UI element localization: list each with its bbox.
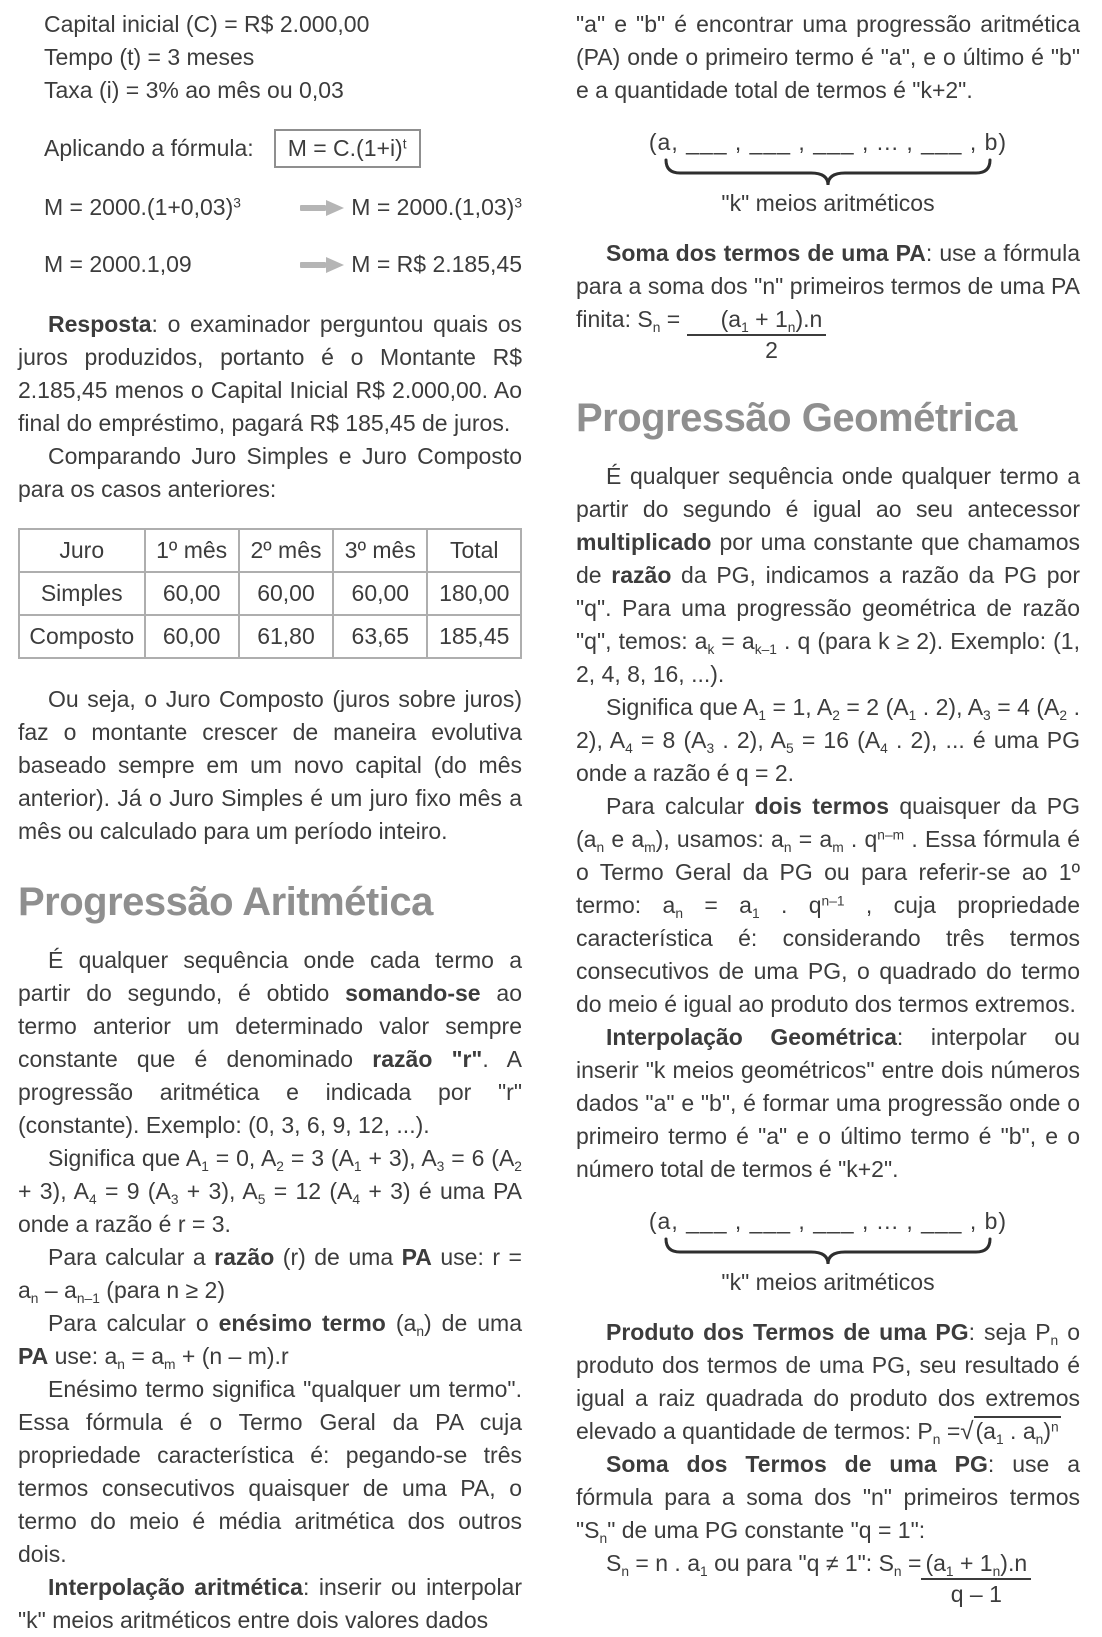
diagram-caption: "k" meios aritméticos	[721, 190, 935, 216]
fraction	[921, 1550, 1031, 1608]
table-header-row	[19, 529, 521, 572]
produto-pg-paragraph	[576, 1316, 1080, 1448]
underbrace-icon	[663, 156, 993, 188]
soma-pg-formula-text: $S_n = n$ . $a_1$ ou para "q ≠ 1": $S_n$ =	[606, 1550, 922, 1579]
table-cell: 61,80	[239, 615, 333, 658]
fraction-denominator: 2	[765, 337, 778, 363]
table-cell: 60,00	[145, 615, 239, 658]
table-row-composto	[19, 615, 521, 658]
underbrace-icon	[663, 1235, 993, 1267]
table-cell: 60,00	[239, 572, 333, 615]
comparando-paragraph: Comparando Juro Simples e Juro Composto para os casos anteriores:	[18, 443, 522, 502]
calc-expression: M = 2000.1,09	[44, 251, 192, 277]
table-cell: Simples	[19, 572, 145, 615]
fraction	[687, 306, 827, 364]
table-cell: 185,45	[427, 615, 521, 658]
calc-result: M = R$ 2.185,45	[351, 251, 522, 277]
ab-continuation-paragraph: "a" e "b" é encontrar uma progressão aritmética (PA) onde o primeiro termo é "a", e o último é "b" e a quantidade total de termos é "k+2".	[576, 11, 1080, 103]
soma-pa-text: Soma dos termos de uma PA: use a fórmula para a soma dos "n" primeiros termos de uma PA finita: $S_n$ =	[576, 240, 1080, 335]
table-header-cell: 2º mês	[239, 529, 333, 572]
pa-significa-paragraph: Significa que $A_1 = 0$, $A_2 = 3$ $(A_1 + 3)$, $A_3 = 6$ $(A_2 + 3)$, $A_4 = 9$ $(A_3 + 3)$, $A_5 = 12$ $(A_4 + 3)$ é uma PA onde a razão é r = 3.	[18, 1145, 523, 1237]
table-header-cell: 3º mês	[333, 529, 427, 572]
calc-row-2	[44, 251, 522, 278]
heading-progressao-aritmetica: Progressão Aritmética	[18, 880, 433, 924]
table-cell: 60,00	[145, 572, 239, 615]
applying-formula-row	[44, 129, 522, 168]
pg-interpolacao-paragraph: Interpolação Geométrica: interpolar ou inserir "k meios geométricos" entre dois números dados "a" e "b", é formar uma progressão onde o primeiro termo é "a" e o último termo é "b", e o número total de termos é "k+2".	[576, 1024, 1080, 1182]
taxa-line: Taxa (i) = 3% ao mês ou 0,03	[44, 77, 344, 103]
calc-expression: $M = 2000.(1+0,03)^3$	[44, 194, 241, 220]
capital-line: Capital inicial (C) = R$ 2.000,00	[44, 11, 370, 37]
resposta-paragraph: Resposta: o examinador perguntou quais os juros produzidos, portanto é o Montante R$ 2.185,45 menos o Capital Inicial R$ 2.000,00. Ao final do empréstimo, pagará R$ 185,45 de juros.	[18, 311, 522, 436]
soma-pg-formula-line	[606, 1547, 1080, 1608]
pg-interpolation-diagram	[576, 1208, 1080, 1296]
sqrt-icon: √	[960, 1418, 974, 1445]
calc-row-1	[44, 194, 522, 221]
fraction-denominator: q – 1	[950, 1581, 1002, 1607]
calc-result: $M = 2000.(1,03)^3$	[351, 194, 522, 220]
table-cell: 63,65	[333, 615, 427, 658]
pa-razao-paragraph: Para calcular a razão (r) de uma PA use: $r = a_n - a_{n-1}$ (para n ≥ 2)	[18, 1244, 522, 1306]
right-arrow-icon	[292, 257, 351, 273]
pa-interpolacao-paragraph: Interpolação aritmética: inserir ou interpolar "k" meios aritméticos entre dois valores dados	[18, 1574, 523, 1633]
radicand: ($a_1$ . $a_n)^n$	[975, 1418, 1059, 1447]
square-root-expression	[960, 1418, 1060, 1447]
diagram-sequence: (a, ___ , ___ , ___ , ... , ___ , b)	[648, 1208, 1008, 1234]
heading-progressao-geometrica: Progressão Geométrica	[576, 396, 1017, 440]
given-values	[44, 8, 522, 107]
soma-pg-paragraph: Soma dos Termos de uma PG: use a fórmula para a soma dos "n" primeiros termos "$S_n$" de uma PG constante "q = 1":	[576, 1451, 1081, 1546]
tempo-line: Tempo (t) = 3 meses	[44, 44, 255, 70]
table-header-cell: 1º mês	[145, 529, 239, 572]
pg-dois-termos-paragraph: Para calcular dois termos quaisquer da PG ($a_n$ e $a_m$), usamos: $a_n = a_m$ . $q^{n-m}$ . Essa fórmula é o Termo Geral da PG ou para referir-se ao 1º termo: $a_n = a_1$ . $q^{n-1}$ , cuja propriedade característica é: considerando três termos consecutivos de uma PG, o quadrado do termo do meio é igual ao produto dos termos extremos.	[576, 793, 1080, 1017]
soma-pa-paragraph	[576, 237, 1080, 364]
applying-formula-label: Aplicando a fórmula:	[44, 135, 254, 161]
left-column	[18, 8, 522, 1637]
fraction-numerator: $(a_1 + 1_n).n$	[687, 306, 827, 336]
diagram-sequence: (a, ___ , ___ , ___ , ... , ___ , b)	[648, 129, 1008, 155]
pa-intro-paragraph: É qualquer sequência onde cada termo a partir do segundo, é obtido somando-se ao termo anterior um determinado valor sempre constante que é denominado razão "r". A progressão aritmética e indicada por "r" (constante). Exemplo: (0, 3, 6, 9, 12, ...).	[18, 947, 523, 1138]
pg-significa-paragraph: Significa que $A_1 = 1$, $A_2 = 2$ ($A_1$ . 2), $A_3 = 4$ ($A_2$ . 2), $A_4 = 8$ ($A_3$ . 2), $A_5 = 16$ ($A_4$ . 2), ... é uma PG onde a razão é q = 2.	[576, 694, 1080, 786]
juros-comparison-table	[18, 528, 522, 659]
table-row-simples	[19, 572, 521, 615]
right-arrow-icon	[292, 200, 351, 216]
right-column	[576, 8, 1080, 1637]
pa-enesimo-paragraph: Para calcular o enésimo termo $(a_n)$ de uma PA use: $a_n = a_m + (n - m).r$	[18, 1310, 522, 1372]
table-cell: 180,00	[427, 572, 521, 615]
compound-interest-formula-box: $M = C.(1+i)^t$	[274, 129, 421, 168]
table-cell: 60,00	[333, 572, 427, 615]
fraction-numerator: $(a_1 + 1_n).n$	[921, 1550, 1031, 1580]
table-header-cell: Juro	[19, 529, 145, 572]
diagram-caption: "k" meios aritméticos	[721, 1269, 935, 1295]
table-header-cell: Total	[427, 529, 521, 572]
pg-intro-paragraph: É qualquer sequência onde qualquer termo a partir do segundo é igual ao seu antecessor multiplicado por uma constante que chamamos de razão da PG, indicamos a razão da PG por "q". Para uma progressão geométrica de razão "q", temos: $a_k = a_{k-1}$ . q (para k ≥ 2). Exemplo: (1, 2, 4, 8, 16, ...).	[576, 463, 1080, 687]
pa-termo-geral-paragraph: Enésimo termo significa "qualquer um termo". Essa fórmula é o Termo Geral da PA cuja propriedade característica é: pegando-se três termos consecutivos quaisquer de uma PA, o termo do meio é média aritmética dos outros dois.	[18, 1376, 522, 1567]
pa-interpolation-diagram	[576, 129, 1080, 217]
ouseja-paragraph: Ou seja, o Juro Composto (juros sobre juros) faz o montante crescer de maneira evolutiva baseado sempre em um novo capital (do mês anterior). Já o Juro Simples é um juro fixo mês a mês ou calculado para um período inteiro.	[18, 686, 522, 844]
produto-pg-text: Produto dos Termos de uma PG: seja $P_n$ o produto dos termos de uma PG, seu resultado é igual a raiz quadrada do produto dos extremos elevado a quantidade de termos: $P_n$ =	[576, 1319, 1080, 1447]
table-cell: Composto	[19, 615, 145, 658]
